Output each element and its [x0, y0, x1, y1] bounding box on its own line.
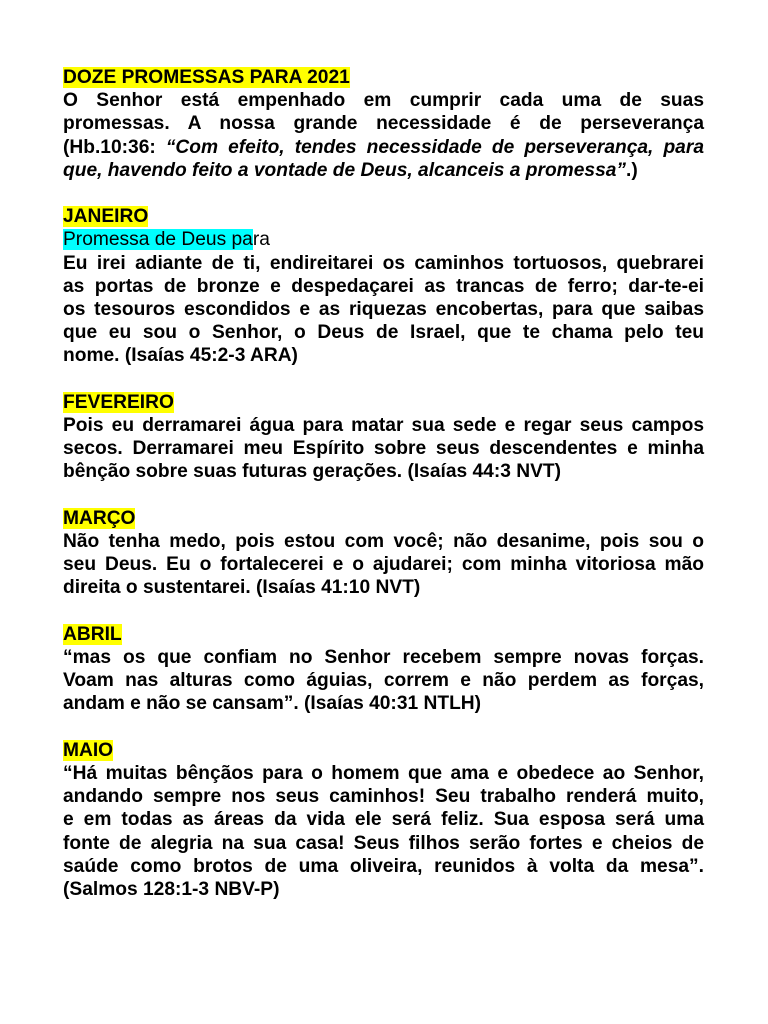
verse-line: (Salmos 128:1-3 NBV-P)	[63, 879, 280, 901]
month-heading: MARÇO	[63, 507, 136, 529]
month-heading-line	[63, 391, 704, 414]
month-heading: ABRIL	[63, 623, 122, 645]
verse-line: que eu sou o Senhor, o Deus de Israel, que te chama pelo teu	[63, 322, 704, 344]
intro-section	[63, 66, 704, 182]
verse-line: as portas de bronze e despedaçarei as trancas de ferro; dar-te-ei	[63, 275, 704, 297]
verse-line: Voam nas alturas como águias, correm e não perdem as forças,	[63, 670, 704, 692]
verse-line: Eu irei adiante de ti, endireitarei os caminhos tortuosos, quebrarei	[63, 252, 704, 274]
verse-line: Não tenha medo, pois estou com você; não desanime, pois sou o	[63, 531, 704, 553]
month-section-fevereiro	[63, 391, 704, 484]
verse-line: nome. (Isaías 45:2-3 ARA)	[63, 345, 298, 367]
intro-quote: que, havendo feito a vontade de Deus, alcanceis a promessa”	[63, 159, 627, 181]
month-heading-line	[63, 623, 704, 646]
intro-line	[63, 159, 704, 182]
intro-quote: “Com efeito, tendes necessidade de perseverança, para	[165, 136, 704, 158]
verse-line: saúde como brotos de uma oliveira, reunidos à volta da mesa”.	[63, 855, 704, 877]
verse-line: secos. Derramarei meu Espírito sobre seus descendentes e minha	[63, 438, 704, 460]
verse-line: seu Deus. Eu o fortalecerei e o ajudarei; com minha vitoriosa mão	[63, 554, 704, 576]
intro-reference-end: .)	[626, 159, 638, 181]
month-section-janeiro	[63, 205, 704, 367]
document-title: DOZE PROMESSAS PARA 2021	[63, 67, 350, 88]
month-heading-line	[63, 739, 704, 762]
intro-reference: (Hb.10:36:	[63, 136, 166, 158]
promise-subtitle-rest: ra	[252, 229, 270, 251]
verse-line: fonte de alegria na sua casa! Seus filhos serão fortes e cheios de	[63, 832, 704, 854]
verse-line: “Há muitas bênçãos para o homem que ama e obedece ao Senhor,	[63, 763, 704, 785]
verse-line: andando sempre nos seus caminhos! Seu trabalho renderá muito,	[63, 786, 704, 808]
promise-subtitle-highlight: Promessa de Deus pa	[63, 229, 253, 251]
intro-line: O Senhor está empenhado em cumprir cada uma de suas	[63, 90, 704, 112]
verse-line: bênção sobre suas futuras gerações. (Isaías 44:3 NVT)	[63, 461, 562, 483]
verse-line: direita o sustentarei. (Isaías 41:10 NVT)	[63, 577, 421, 599]
verse-line: andam e não se cansam”. (Isaías 40:31 NTLH)	[63, 693, 482, 715]
intro-line: promessas. A nossa grande necessidade é de perseverança	[63, 113, 704, 135]
verse-line: e em todas as áreas da vida ele será feliz. Sua esposa será uma	[63, 809, 704, 831]
verse-line: Pois eu derramarei água para matar sua sede e regar seus campos	[63, 415, 704, 437]
month-section-maio	[63, 739, 704, 901]
month-section-marco	[63, 507, 704, 600]
month-heading: FEVEREIRO	[63, 391, 174, 413]
promise-subtitle	[63, 228, 704, 251]
month-heading-line	[63, 205, 704, 228]
month-heading: MAIO	[63, 739, 114, 761]
intro-line	[63, 136, 704, 159]
title-line	[63, 66, 704, 89]
month-heading: JANEIRO	[63, 206, 149, 228]
month-section-abril	[63, 623, 704, 716]
verse-line: os tesouros escondidos e as riquezas encobertas, para que saibas	[63, 299, 704, 321]
month-heading-line	[63, 507, 704, 530]
verse-line: “mas os que confiam no Senhor recebem sempre novas forças.	[63, 647, 704, 669]
